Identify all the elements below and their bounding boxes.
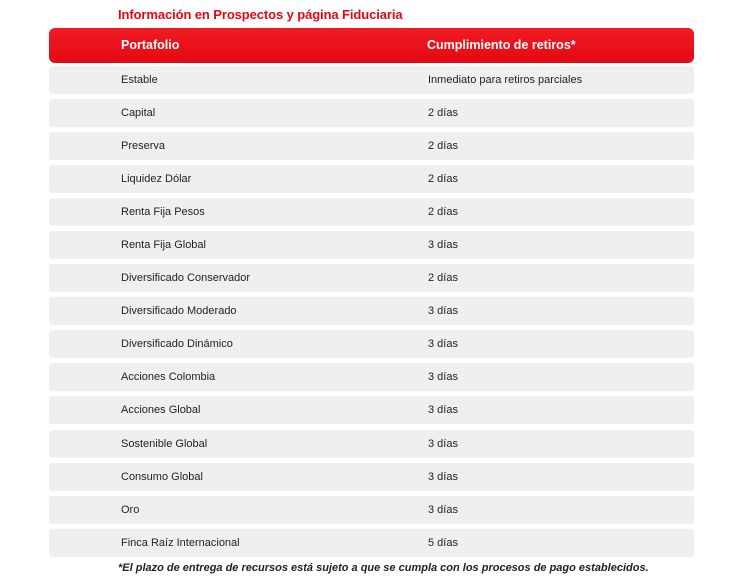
table-row — [49, 297, 694, 325]
withdrawal-table — [49, 28, 694, 549]
withdrawal-time: 3 días — [428, 438, 458, 450]
table-row — [49, 132, 694, 160]
table-row — [49, 330, 694, 358]
portfolio-name: Acciones Global — [121, 404, 201, 416]
withdrawal-time: 2 días — [428, 272, 458, 284]
table-row — [49, 463, 694, 491]
withdrawal-time: Inmediato para retiros parciales — [428, 74, 583, 86]
table-row — [49, 396, 694, 424]
withdrawal-time: 3 días — [428, 371, 458, 383]
table-row — [49, 231, 694, 259]
portfolio-name: Oro — [121, 504, 140, 516]
table-row — [49, 430, 694, 458]
page-title: Información en Prospectos y página Fiduciaria — [118, 7, 403, 22]
table-row — [49, 165, 694, 193]
table-row — [49, 264, 694, 292]
table-row — [49, 363, 694, 391]
withdrawal-time: 2 días — [428, 140, 458, 152]
portfolio-name: Finca Raíz Internacional — [121, 537, 240, 549]
withdrawal-time: 2 días — [428, 173, 458, 185]
portfolio-name: Sostenible Global — [121, 438, 208, 450]
table-row — [49, 66, 694, 94]
portfolio-name: Capital — [121, 107, 156, 119]
table-row — [49, 529, 694, 557]
portfolio-name: Preserva — [121, 140, 166, 152]
withdrawal-time: 5 días — [428, 537, 458, 549]
header-portfolio: Portafolio — [121, 38, 180, 52]
withdrawal-time: 3 días — [428, 338, 458, 350]
footnote: *El plazo de entrega de recursos está sujeto a que se cumpla con los procesos de pago establecidos. — [118, 562, 649, 574]
portfolio-name: Acciones Colombia — [121, 371, 216, 383]
withdrawal-time: 3 días — [428, 471, 458, 483]
portfolio-name: Diversificado Dinámico — [121, 338, 233, 350]
table-header — [49, 28, 694, 63]
withdrawal-time: 3 días — [428, 404, 458, 416]
portfolio-name: Estable — [121, 74, 158, 86]
portfolio-name: Liquidez Dólar — [121, 173, 192, 185]
header-withdrawal-compliance: Cumplimiento de retiros* — [427, 38, 576, 52]
portfolio-name: Renta Fija Global — [121, 239, 206, 251]
withdrawal-time: 3 días — [428, 239, 458, 251]
portfolio-name: Renta Fija Pesos — [121, 206, 205, 218]
withdrawal-time: 3 días — [428, 305, 458, 317]
withdrawal-time: 2 días — [428, 107, 458, 119]
portfolio-name: Diversificado Conservador — [121, 272, 250, 284]
table-row — [49, 99, 694, 127]
table-row — [49, 496, 694, 524]
table-row — [49, 198, 694, 226]
portfolio-name: Consumo Global — [121, 471, 203, 483]
portfolio-name: Diversificado Moderado — [121, 305, 237, 317]
withdrawal-time: 3 días — [428, 504, 458, 516]
withdrawal-time: 2 días — [428, 206, 458, 218]
